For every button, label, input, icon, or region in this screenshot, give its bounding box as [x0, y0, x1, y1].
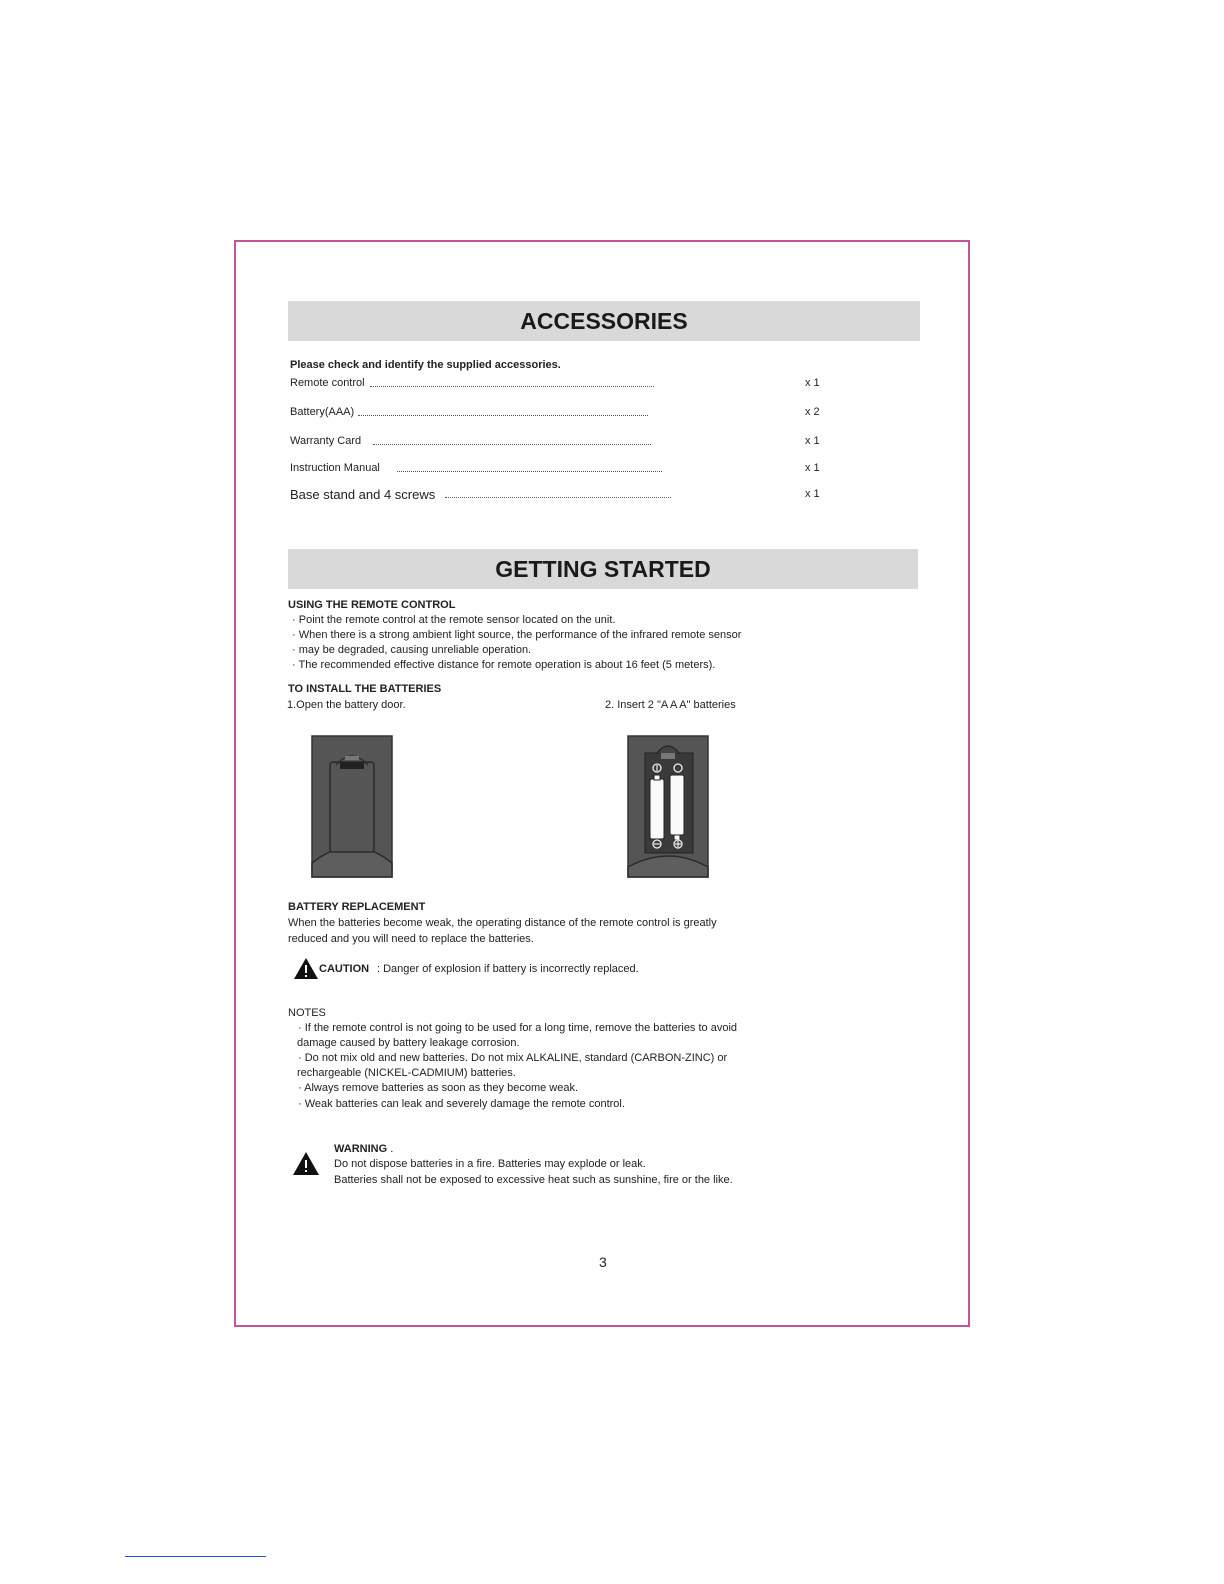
warning-heading — [334, 1143, 393, 1155]
accessories-title: ACCESSORIES — [520, 308, 688, 334]
remote-bullet-2: · When there is a strong ambient light source, the performance of the infrared remote sensor — [292, 629, 742, 641]
remote-back-batteries-illustration — [627, 735, 709, 878]
install-step-1: 1.Open the battery door. — [287, 699, 406, 711]
accessory-qty-4: x 1 — [805, 462, 820, 474]
warning-line-2: Batteries shall not be exposed to excessive heat such as sunshine, fire or the like. — [334, 1174, 733, 1186]
note-line-6: · Weak batteries can leak and severely damage the remote control. — [298, 1098, 625, 1110]
accessory-qty-3: x 1 — [805, 435, 820, 447]
warning-triangle-icon — [292, 1151, 320, 1176]
caution-text: : Danger of explosion if battery is incorrectly replaced. — [377, 963, 639, 975]
accessory-name-3: Warranty Card — [290, 435, 362, 447]
warning-line-1: Do not dispose batteries in a fire. Batteries may explode or leak. — [334, 1158, 646, 1170]
warning-label: WARNING — [334, 1143, 388, 1155]
notes-heading: NOTES — [288, 1007, 326, 1019]
accessory-name-1: Remote control — [290, 377, 365, 389]
accessories-intro: Please check and identify the supplied accessories. — [290, 359, 561, 371]
leader-dots — [373, 444, 651, 445]
replacement-heading: BATTERY REPLACEMENT — [288, 901, 426, 913]
getting-started-title-bar — [288, 549, 918, 589]
accessory-qty-5: x 1 — [805, 488, 820, 500]
getting-started-title: GETTING STARTED — [495, 556, 711, 582]
note-line-2: damage caused by battery leakage corrosion. — [297, 1037, 520, 1049]
accessories-title-bar — [288, 301, 920, 341]
accessory-name-2: Battery(AAA) — [290, 406, 355, 418]
note-line-3: · Do not mix old and new batteries. Do not mix ALKALINE, standard (CARBON-ZINC) or — [298, 1052, 728, 1064]
remote-bullet-4: · The recommended effective distance for remote operation is about 16 feet (5 meters). — [292, 659, 716, 671]
accessory-qty-1: x 1 — [805, 377, 820, 389]
caution-triangle-icon — [293, 957, 319, 980]
note-line-5: · Always remove batteries as soon as they become weak. — [298, 1082, 579, 1094]
warning-suffix: . — [387, 1143, 394, 1155]
replacement-line-2: reduced and you will need to replace the batteries. — [288, 933, 534, 945]
leader-dots — [370, 386, 654, 387]
replacement-line-1: When the batteries become weak, the operating distance of the remote control is greatly — [288, 917, 717, 929]
caution-label: CAUTION — [319, 963, 370, 975]
remote-bullet-3: · may be degraded, causing unreliable operation. — [292, 644, 532, 656]
remote-bullet-1: · Point the remote control at the remote sensor located on the unit. — [292, 614, 616, 626]
leader-dots — [445, 497, 671, 498]
note-line-1: · If the remote control is not going to be used for a long time, remove the batteries to avoid — [298, 1022, 738, 1034]
leader-dots — [358, 415, 648, 416]
accessory-name-5: Base stand and 4 screws — [290, 487, 436, 502]
page-number: 3 — [599, 1254, 607, 1270]
install-step-2: 2. Insert 2 "A A A" batteries — [605, 699, 736, 711]
note-line-4: rechargeable (NICKEL-CADMIUM) batteries. — [297, 1067, 516, 1079]
remote-back-closed-illustration — [311, 735, 393, 878]
remote-heading: USING THE REMOTE CONTROL — [288, 599, 456, 611]
accessory-name-4: Instruction Manual — [290, 462, 380, 474]
accessory-qty-2: x 2 — [805, 406, 820, 418]
install-heading: TO INSTALL THE BATTERIES — [288, 683, 442, 695]
leader-dots — [397, 471, 662, 472]
footer-rule — [125, 1556, 266, 1557]
